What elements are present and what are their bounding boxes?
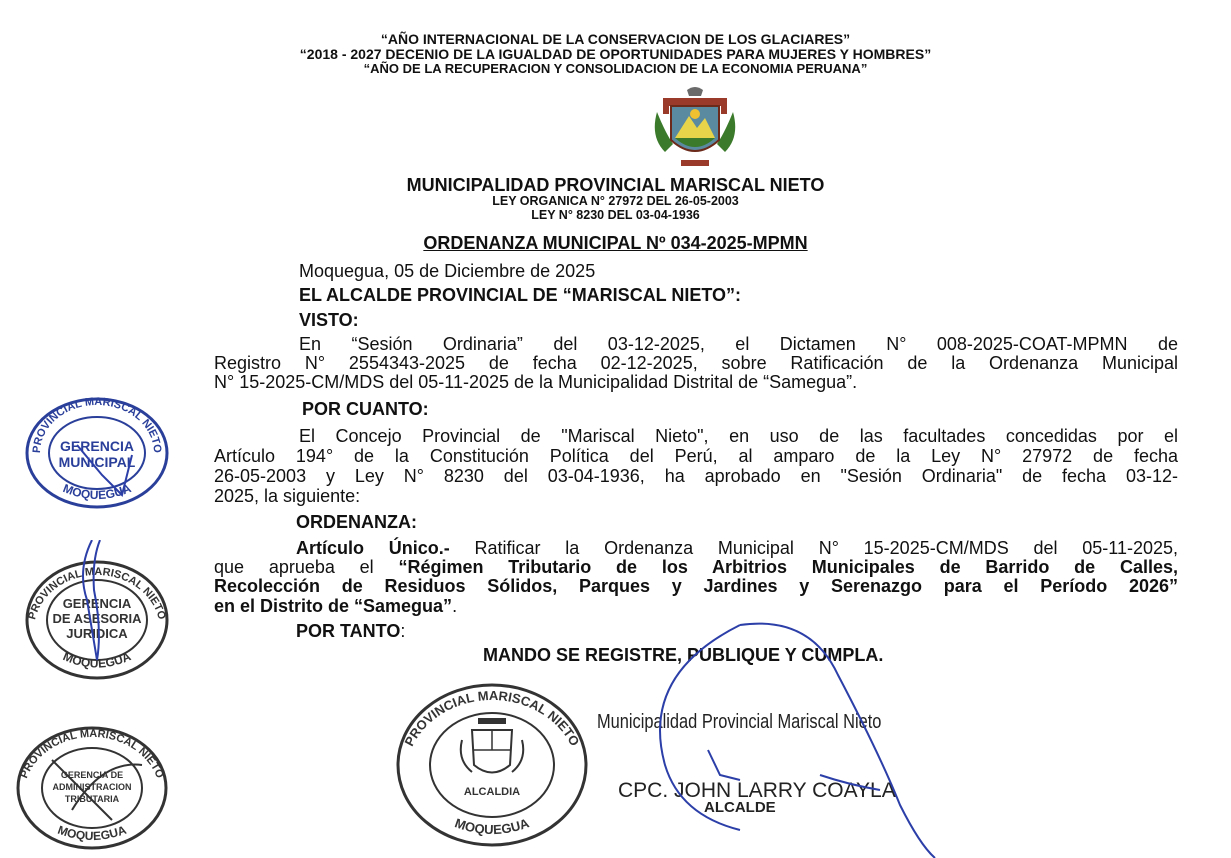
por-cuanto-line: El Concejo Provincial de "Mariscal Nieto", en uso de las facultades concedidas por el xyxy=(299,426,1178,446)
document-date: Moquegua, 05 de Diciembre de 2025 xyxy=(299,261,596,281)
visto-line: Registro N° 2554343-2025 de fecha 02-12-2025, sobre Ratificación de la Ordenanza Municipal xyxy=(214,353,1178,373)
peru-coat-of-arms-icon xyxy=(461,718,524,773)
header-motto-2: “2018 - 2027 DECENIO DE LA IGUALDAD DE OPORTUNIDADES PARA MUJERES Y HOMBRES” xyxy=(299,46,932,62)
visto-line: En “Sesión Ordinaria” del 03-12-2025, el Dictamen N° 008-2025-COAT-MPMN de xyxy=(299,334,1178,354)
article-label: Artículo Único.- xyxy=(296,538,450,558)
signatory-name: CPC. JOHN LARRY COAYLA xyxy=(618,779,896,802)
stamp-ring-top: PROVINCIAL MARISCAL NIETO xyxy=(18,727,166,781)
stamp-ring-top: PROVINCIAL MARISCAL NIETO xyxy=(30,395,164,454)
article-line xyxy=(296,538,1178,558)
stamp-center-line: GERENCIA DE xyxy=(60,770,124,780)
header-motto-1: “AÑO INTERNACIONAL DE LA CONSERVACION DE LOS GLACIARES” xyxy=(380,31,851,47)
stamp-ring-bottom: MOQUEGUA xyxy=(61,649,133,671)
coat-of-arms-logo xyxy=(645,82,745,174)
stamp-ring-bottom: MOQUEGUA xyxy=(452,815,532,838)
svg-text:MOQUEGUA xyxy=(56,823,129,843)
stamp-ring-top: PROVINCIAL MARISCAL NIETO xyxy=(401,687,583,749)
header-motto-3: “AÑO DE LA RECUPERACION Y CONSOLIDACION DE LA ECONOMIA PERUANA” xyxy=(363,61,868,76)
alcalde-heading: EL ALCALDE PROVINCIAL DE “MARISCAL NIETO”: xyxy=(299,285,742,305)
stamp-center-line: MUNICIPAL xyxy=(58,454,136,470)
visto-line: N° 15-2025-CM/MDS del 05-11-2025 de la Municipalidad Distrital de “Samegua”. xyxy=(214,372,858,392)
mando-statement: MANDO SE REGISTRE, PUBLIQUE Y CUMPLA. xyxy=(483,645,884,665)
ordenanza-heading: ORDENANZA: xyxy=(296,512,417,532)
law-reference-1: LEY ORGANICA N° 27972 DEL 26-05-2003 xyxy=(492,194,739,208)
stamp-center-line: GERENCIA xyxy=(60,438,134,454)
stamp-alcaldia xyxy=(392,680,592,850)
stamp-center-line: ADMINISTRACION xyxy=(52,782,132,792)
por-tanto-heading: POR TANTO xyxy=(296,621,401,641)
por-tanto-line xyxy=(296,621,405,641)
stamp-asesoria-juridica xyxy=(22,540,172,680)
visto-heading: VISTO: xyxy=(299,310,359,330)
article-text-bold: “Régimen Tributario de los Arbitrios Municipales de Barrido de Calles, xyxy=(398,557,1178,577)
signatory-role: ALCALDE xyxy=(704,799,776,816)
article-text: . xyxy=(452,596,458,616)
stamp-center-line: JURIDICA xyxy=(66,626,128,641)
por-tanto-colon: : xyxy=(400,621,406,641)
stamp-center-line: GERENCIA xyxy=(62,596,132,611)
article-line: Recolección de Residuos Sólidos, Parques y Jardines y Serenazgo para el Período 2026” xyxy=(214,576,1178,596)
stamp-center-line: ALCALDIA xyxy=(463,786,521,798)
document-title: ORDENANZA MUNICIPAL Nº 034-2025-MPMN xyxy=(423,233,808,253)
por-cuanto-line: 26-05-2003 y Ley N° 8230 del 03-04-1936, ha aprobado en "Sesión Ordinaria" de fecha 03-12- xyxy=(214,466,1178,486)
stamp-ring-bottom: MOQUEGUA xyxy=(61,481,134,503)
article-line xyxy=(214,557,1178,577)
por-cuanto-line: 2025, la siguiente: xyxy=(214,486,361,506)
mayor-signature-scribble xyxy=(580,615,960,858)
stamp-gerencia-municipal xyxy=(22,395,172,510)
article-text: que aprueba el xyxy=(214,557,399,577)
article-text-bold: en el Distrito de “Samegua” xyxy=(214,596,453,616)
svg-text:MOQUEGUA xyxy=(453,815,532,837)
article-line xyxy=(214,596,457,616)
signature-entity: Municipalidad Provincial Mariscal Nieto xyxy=(597,711,882,733)
law-reference-2: LEY N° 8230 DEL 03-04-1936 xyxy=(531,208,700,222)
stamp-administracion-tributaria xyxy=(12,720,172,850)
stamp-center-line: DE ASESORIA xyxy=(52,611,142,626)
stamp-ring-bottom: MOQUEGUA xyxy=(55,822,129,844)
article-text: Ratificar la Ordenanza Municipal N° 15-2025-CM/MDS del 05-11-2025, xyxy=(449,538,1178,558)
por-cuanto-heading: POR CUANTO: xyxy=(302,399,429,419)
por-cuanto-line: Artículo 194° de la Constitución Política del Perú, al amparo de la Ley N° 27972 de fecha xyxy=(214,446,1178,466)
institution-name: MUNICIPALIDAD PROVINCIAL MARISCAL NIETO xyxy=(406,175,825,195)
stamp-ring-top: PROVINCIAL MARISCAL NIETO xyxy=(26,565,168,621)
stamp-center-line: TRIBUTARIA xyxy=(64,794,120,804)
